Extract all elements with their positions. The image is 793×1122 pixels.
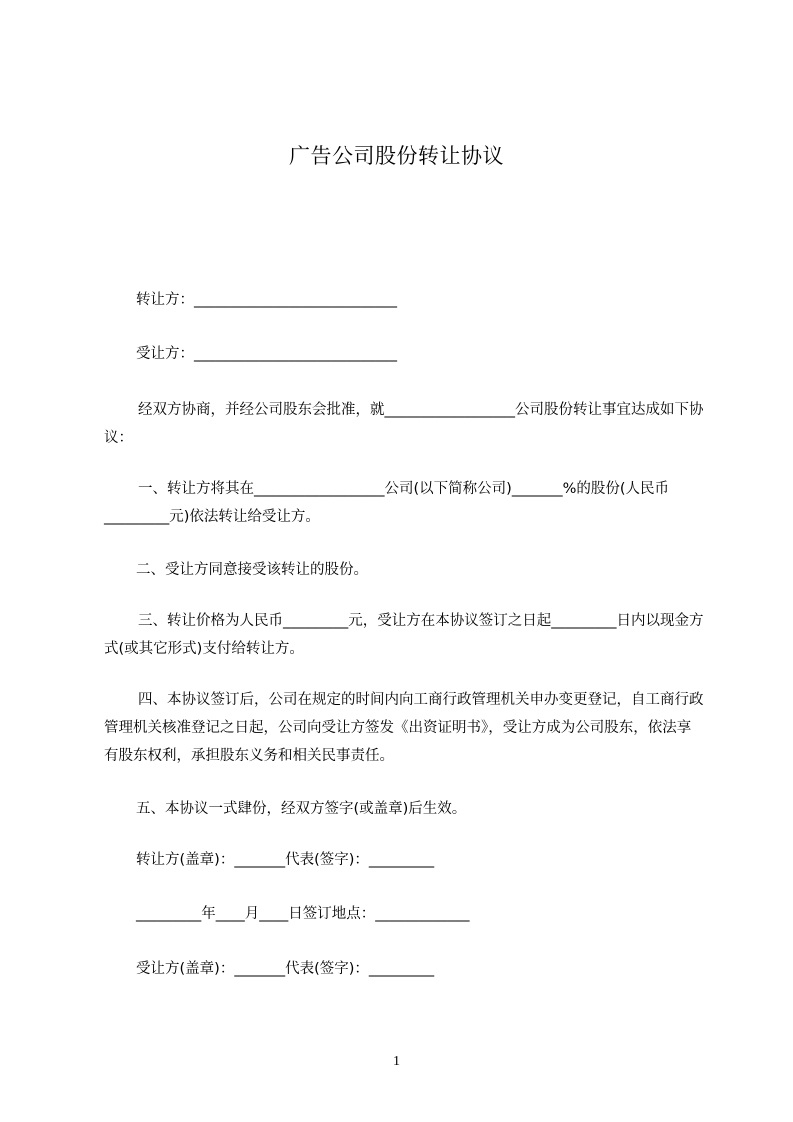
clause-4-paragraph: 四、本协议签订后，公司在规定的时间内向工商行政管理机关申办变更登记，自工商行政管理机关核准登记之日起，公司向受让方签发《出资证明书》，受让方成为公司股东，依法享有股东权利，承担股东义务和相关民事责任。 xyxy=(104,692,704,764)
transferee-line: 受让方：____________________________ xyxy=(136,346,397,362)
document-title: 广告公司股份转让协议 xyxy=(289,144,504,168)
clause-3-paragraph: 三、转让价格为人民币_________元，受让方在本协议签订之日起_________日内以现金方式(或其它形式)支付给转让方。 xyxy=(104,613,704,657)
clause-5-paragraph: 五、本协议一式肆份，经双方签字(或盖章)后生效。 xyxy=(136,801,467,817)
clause-1-paragraph: 一、转让方将其在__________________公司(以下简称公司)_______%的股份(人民币_________元)依法转让给受让方。 xyxy=(104,481,669,525)
transferor-signature-line: 转让方(盖章)：_______代表(签字)：_________ xyxy=(136,852,435,868)
intro-paragraph: 经双方协商，并经公司股东会批准，就__________________公司股份转让事宜达成如下协议： xyxy=(104,402,704,446)
page-number: 1 xyxy=(393,1054,400,1069)
transferee-signature-line: 受让方(盖章)：_______代表(签字)：_________ xyxy=(136,961,435,977)
transferor-line: 转让方：____________________________ xyxy=(136,292,397,308)
clause-2-paragraph: 二、受让方同意接受该转让的股份。 xyxy=(136,562,368,578)
signing-date-place-line: _________年____月____日签订地点：_____________ xyxy=(136,906,470,922)
